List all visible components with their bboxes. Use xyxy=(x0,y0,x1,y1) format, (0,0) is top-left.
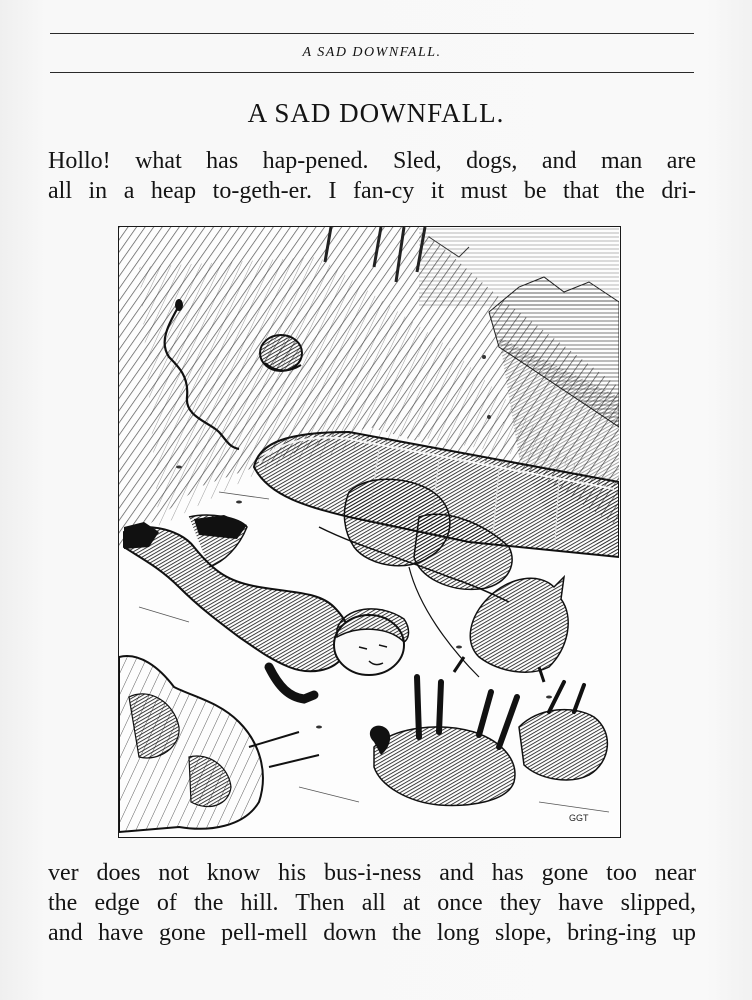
text-line: ver does not know his bus-i-ness and has gone too near xyxy=(48,860,696,886)
engraver-signature: GGT xyxy=(569,813,589,823)
text-line: the edge of the hill. Then all at once they have slipped, xyxy=(48,890,696,916)
sled-crash-engraving xyxy=(119,227,619,836)
running-header: A SAD DOWNFALL. xyxy=(50,33,694,73)
chapter-title: A SAD DOWNFALL. xyxy=(247,98,505,128)
engraving-illustration xyxy=(118,226,621,838)
text-line: and have gone pell-mell down the long slope, bring-ing up xyxy=(48,920,696,946)
paragraph-after-illustration xyxy=(48,858,696,948)
paragraph-before-illustration xyxy=(48,146,696,206)
text-line: Hollo! what has hap-pened. Sled, dogs, and man are xyxy=(48,148,696,174)
text-line: all in a heap to-geth-er. I fan-cy it must be that the dri- xyxy=(48,178,696,204)
